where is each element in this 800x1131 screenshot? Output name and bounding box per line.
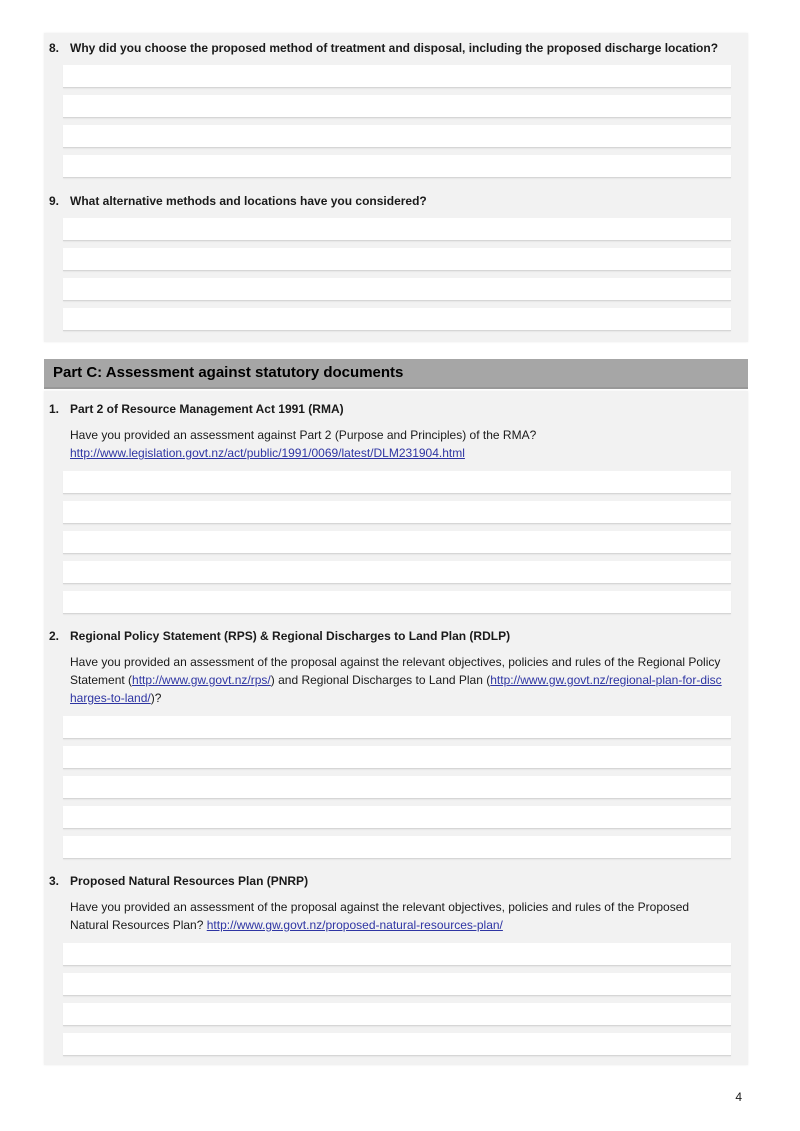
- question-9-block: [44, 194, 748, 331]
- item-heading-row: [44, 874, 748, 889]
- item-body: [70, 653, 728, 707]
- part-c-title: Part C: Assessment against statutory documents: [53, 364, 404, 381]
- item-question-text: ) and Regional Discharges to Land Plan (: [270, 673, 491, 687]
- item-body: [70, 426, 728, 462]
- rma-answer-lines: [44, 462, 748, 614]
- answer-line[interactable]: [63, 501, 731, 524]
- item-heading: Part 2 of Resource Management Act 1991 (RMA): [70, 402, 344, 416]
- item-question-text: Have you provided an assessment of the proposal against the relevant objectives, policies and rules of the Regional Policy Statement (: [70, 655, 721, 687]
- question-text: Why did you choose the proposed method of treatment and disposal, including the proposed discharge location?: [70, 41, 719, 55]
- question-8: [44, 41, 748, 56]
- item-number: 2.: [49, 629, 60, 643]
- question-number: 9.: [49, 194, 60, 208]
- item-heading: Regional Policy Statement (RPS) & Regional Discharges to Land Plan (RDLP): [70, 629, 511, 643]
- answer-line[interactable]: [63, 95, 731, 118]
- part-c-item-pnrp: [44, 874, 748, 1056]
- answer-line[interactable]: [63, 155, 731, 178]
- part-c-item-rma: [44, 402, 748, 614]
- answer-line[interactable]: [63, 248, 731, 271]
- rdlp-link[interactable]: http://www.gw.govt.nz/regional-plan-for-discharges-to-land/: [70, 673, 722, 705]
- part-c-section-header: [44, 359, 748, 389]
- page-number: 4: [735, 1090, 742, 1104]
- question-text: What alternative methods and locations have you considered?: [70, 194, 427, 208]
- pnrp-answer-lines: [44, 934, 748, 1056]
- answer-line[interactable]: [63, 471, 731, 494]
- answer-line[interactable]: [63, 561, 731, 584]
- item-number: 1.: [49, 402, 60, 416]
- rps-rdlp-answer-lines: [44, 707, 748, 859]
- answer-line[interactable]: [63, 973, 731, 996]
- item-number: 3.: [49, 874, 60, 888]
- answer-line[interactable]: [63, 531, 731, 554]
- question-8-block: [44, 41, 748, 178]
- part-c-item-rps-rdlp: [44, 629, 748, 859]
- question-9: [44, 194, 748, 209]
- answer-line[interactable]: [63, 1003, 731, 1026]
- part-c-panel: [44, 391, 748, 1065]
- item-question-text: Have you provided an assessment of the proposal against the relevant objectives, policies and rules of the Proposed Natural Resources Plan?: [70, 900, 690, 932]
- answer-line[interactable]: [63, 125, 731, 148]
- answer-line[interactable]: [63, 776, 731, 799]
- item-heading-row: [44, 402, 748, 417]
- item-heading-row: [44, 629, 748, 644]
- answer-line[interactable]: [63, 836, 731, 859]
- answer-line[interactable]: [63, 806, 731, 829]
- item-question-text: Have you provided an assessment against Part 2 (Purpose and Principles) of the RMA?: [70, 428, 537, 442]
- answer-line[interactable]: [63, 308, 731, 331]
- answer-line[interactable]: [63, 218, 731, 241]
- item-question-text: )?: [150, 691, 162, 705]
- pnrp-link[interactable]: http://www.gw.govt.nz/proposed-natural-resources-plan/: [206, 918, 503, 932]
- answer-line[interactable]: [63, 591, 731, 614]
- question-9-answer-lines: [44, 209, 748, 331]
- item-body: [70, 898, 728, 934]
- answer-line[interactable]: [63, 943, 731, 966]
- answer-line[interactable]: [63, 278, 731, 301]
- answer-line[interactable]: [63, 65, 731, 88]
- rps-link[interactable]: http://www.gw.govt.nz/rps/: [132, 673, 271, 687]
- answer-line[interactable]: [63, 746, 731, 769]
- answer-line[interactable]: [63, 1033, 731, 1056]
- item-heading: Proposed Natural Resources Plan (PNRP): [70, 874, 309, 888]
- page-content: [44, 33, 748, 1065]
- question-number: 8.: [49, 41, 60, 55]
- part-b-questions-panel: [44, 33, 748, 342]
- rma-part2-link[interactable]: http://www.legislation.govt.nz/act/public/1991/0069/latest/DLM231904.html: [70, 446, 465, 460]
- answer-line[interactable]: [63, 716, 731, 739]
- question-8-answer-lines: [44, 56, 748, 178]
